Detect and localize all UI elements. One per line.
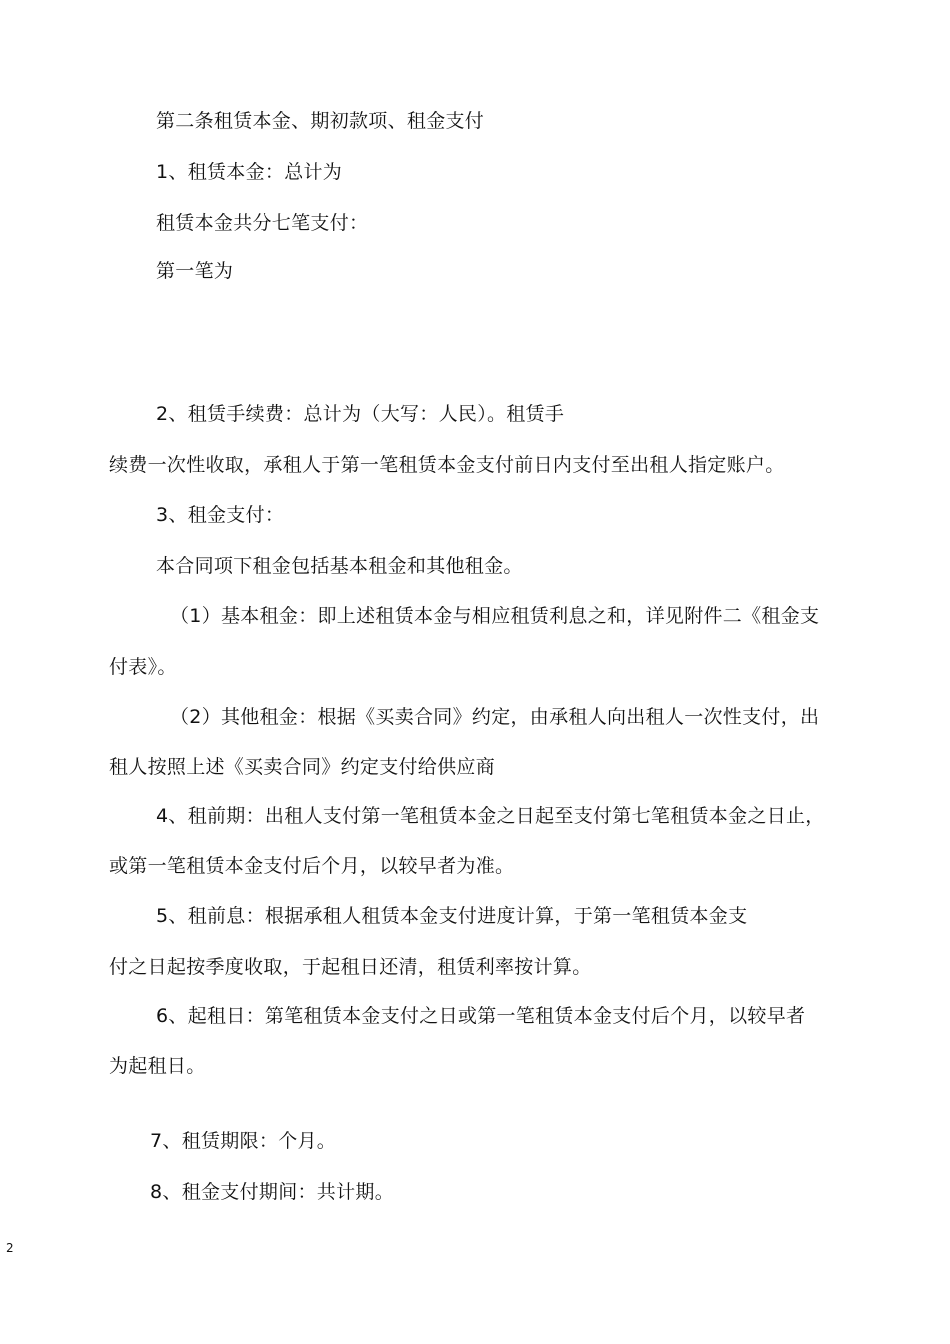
paragraph-line: （1）基本租金：即上述租赁本金与相应租赁利息之和，详见附件二《租金支	[170, 605, 820, 627]
paragraph-line: 付之日起按季度收取，于起租日还清，租赁利率按计算。	[109, 956, 592, 978]
paragraph-line: 本合同项下租金包括基本租金和其他租金。	[156, 555, 523, 577]
article-heading: 第二条租赁本金、期初款项、租金支付	[156, 110, 485, 132]
paragraph-line: 5、租前息：根据承租人租赁本金支付进度计算，于第一笔租赁本金支	[156, 905, 748, 927]
paragraph-line: 3、租金支付：	[156, 504, 285, 526]
paragraph-line: 付表》。	[109, 656, 177, 678]
paragraph-line: 6、起租日：第笔租赁本金支付之日或第一笔租赁本金支付后个月，以较早者	[156, 1005, 806, 1027]
paragraph-line: 或第一笔租赁本金支付后个月，以较早者为准。	[109, 855, 515, 877]
page-number: 2	[6, 1241, 14, 1255]
paragraph-line: 1、租赁本金：总计为	[156, 161, 343, 183]
paragraph-line: 7、租赁期限：个月。	[150, 1130, 337, 1152]
paragraph-line: 租赁本金共分七笔支付：	[156, 212, 369, 234]
paragraph-line: 续费一次性收取，承租人于第一笔租赁本金支付前日内支付至出租人指定账户。	[109, 454, 785, 476]
paragraph-line: 4、租前期：出租人支付第一笔租赁本金之日起至支付第七笔租赁本金之日止，	[156, 805, 825, 827]
paragraph-line: 租人按照上述《买卖合同》约定支付给供应商	[109, 756, 496, 778]
paragraph-line: 2、租赁手续费：总计为（大写：人民）。租赁手	[156, 403, 565, 425]
paragraph-line: 8、租金支付期间：共计期。	[150, 1181, 394, 1203]
paragraph-line: 为起租日。	[109, 1055, 206, 1077]
paragraph-line: （2）其他租金：根据《买卖合同》约定，由承租人向出租人一次性支付，出	[170, 706, 820, 728]
paragraph-line: 第一笔为	[156, 260, 234, 282]
